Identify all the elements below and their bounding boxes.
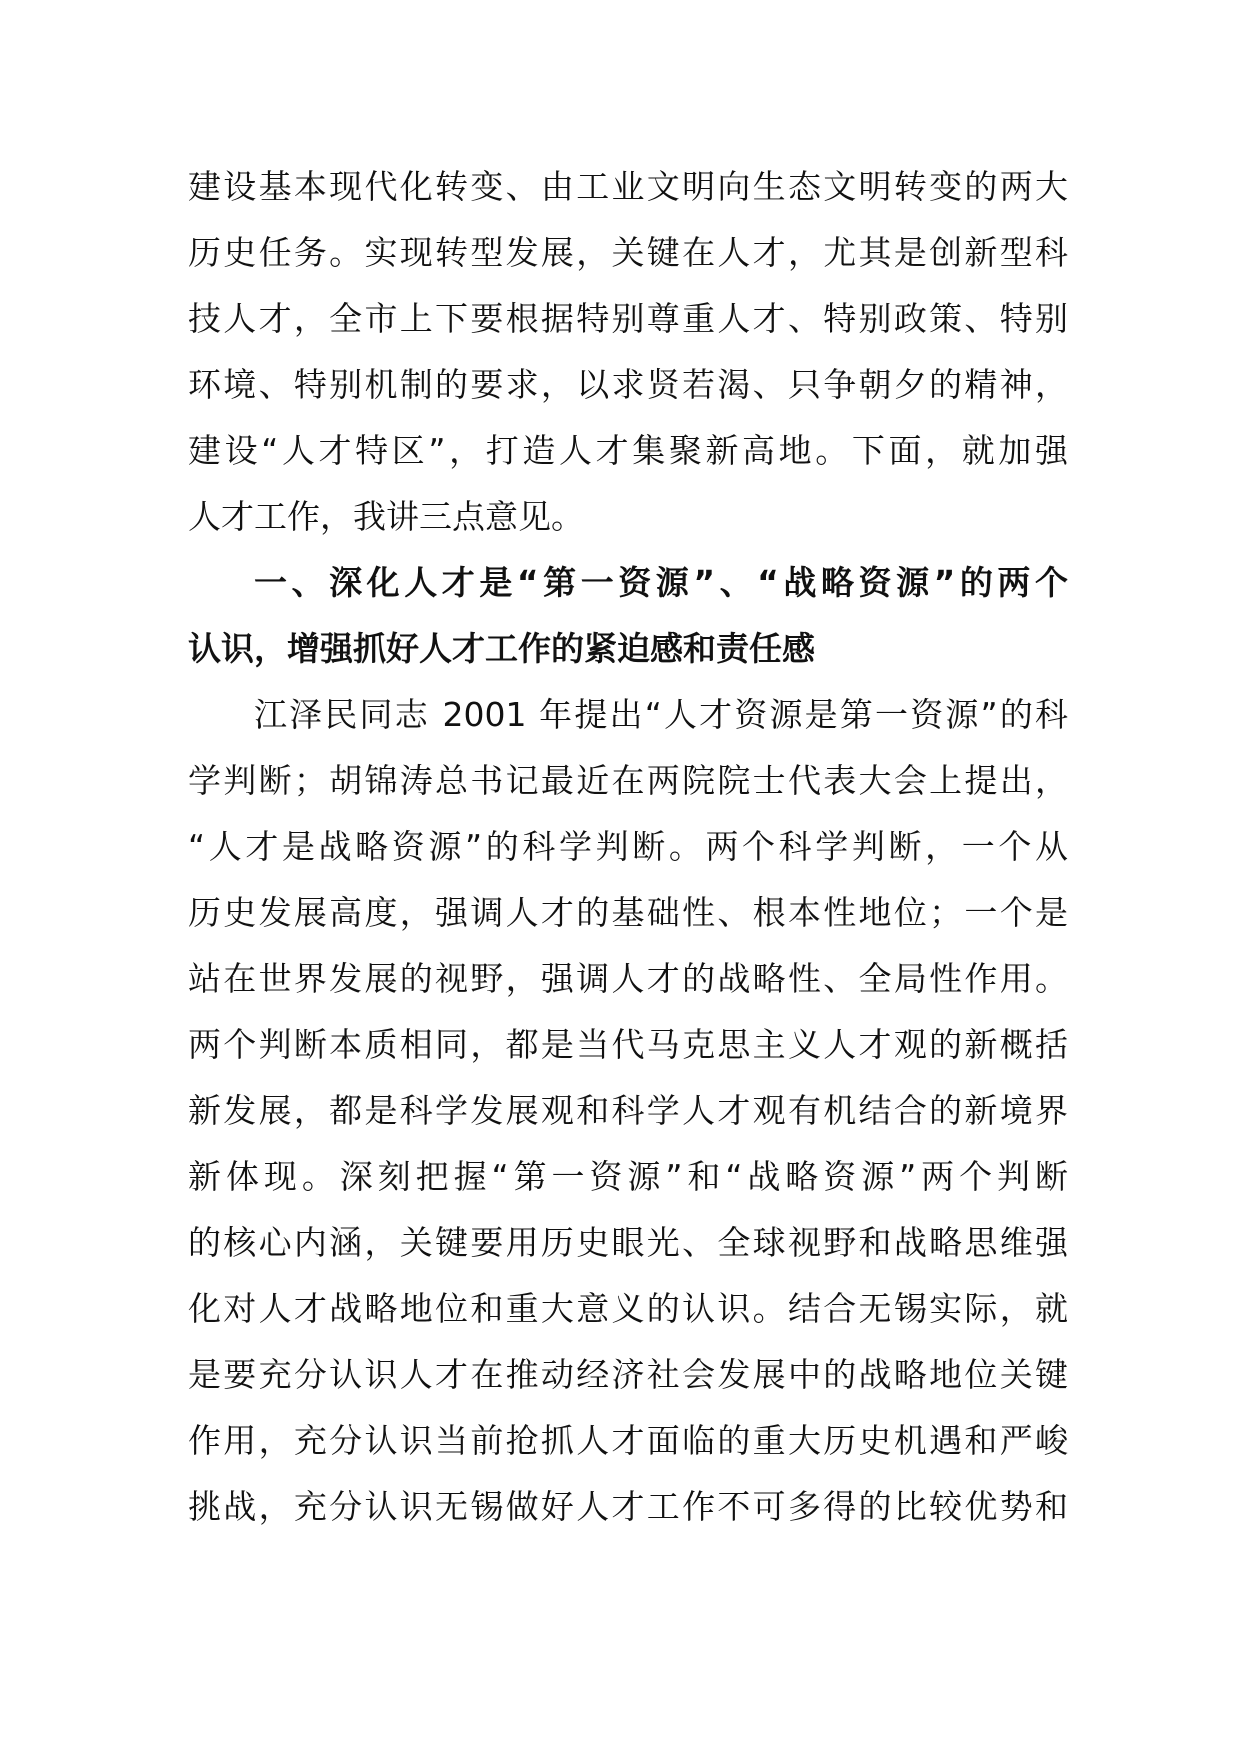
body-text-line: “人才是战略资源”的科学判断。两个科学判断，一个从	[188, 827, 1068, 866]
body-text-line: 技人才，全市上下要根据特别尊重人才、特别政策、特别	[188, 299, 1068, 338]
body-text-line: 建设“人才特区”，打造人才集聚新高地。下面，就加强	[188, 431, 1068, 470]
section-heading-line: 认识，增强抓好人才工作的紧迫感和责任感	[188, 629, 815, 668]
body-text-line: 新体现。深刻把握“第一资源”和“战略资源”两个判断	[188, 1157, 1068, 1196]
section-heading-line: 一、深化人才是“第一资源”、“战略资源”的两个	[254, 563, 1068, 602]
body-text-line: 人才工作，我讲三点意见。	[188, 497, 584, 536]
body-text-line: 作用，充分认识当前抢抓人才面临的重大历史机遇和严峻	[188, 1421, 1068, 1460]
body-text-line: 学判断；胡锦涛总书记最近在两院院士代表大会上提出，	[188, 761, 1068, 800]
body-text-line: 江泽民同志 2001 年提出“人才资源是第一资源”的科	[254, 695, 1068, 734]
body-text-line: 挑战，充分认识无锡做好人才工作不可多得的比较优势和	[188, 1487, 1068, 1526]
body-text-line: 环境、特别机制的要求，以求贤若渴、只争朝夕的精神，	[188, 365, 1068, 404]
body-text-line: 站在世界发展的视野，强调人才的战略性、全局性作用。	[188, 959, 1068, 998]
body-text-line: 的核心内涵，关键要用历史眼光、全球视野和战略思维强	[188, 1223, 1068, 1262]
body-text-line: 建设基本现代化转变、由工业文明向生态文明转变的两大	[188, 167, 1068, 206]
body-text-line: 两个判断本质相同，都是当代马克思主义人才观的新概括	[188, 1025, 1068, 1064]
body-text-line: 历史任务。实现转型发展，关键在人才，尤其是创新型科	[188, 233, 1068, 272]
body-text-line: 是要充分认识人才在推动经济社会发展中的战略地位关键	[188, 1355, 1068, 1394]
body-text-line: 历史发展高度，强调人才的基础性、根本性地位；一个是	[188, 893, 1068, 932]
body-text-line: 新发展，都是科学发展观和科学人才观有机结合的新境界	[188, 1091, 1068, 1130]
body-text-line: 化对人才战略地位和重大意义的认识。结合无锡实际，就	[188, 1289, 1068, 1328]
